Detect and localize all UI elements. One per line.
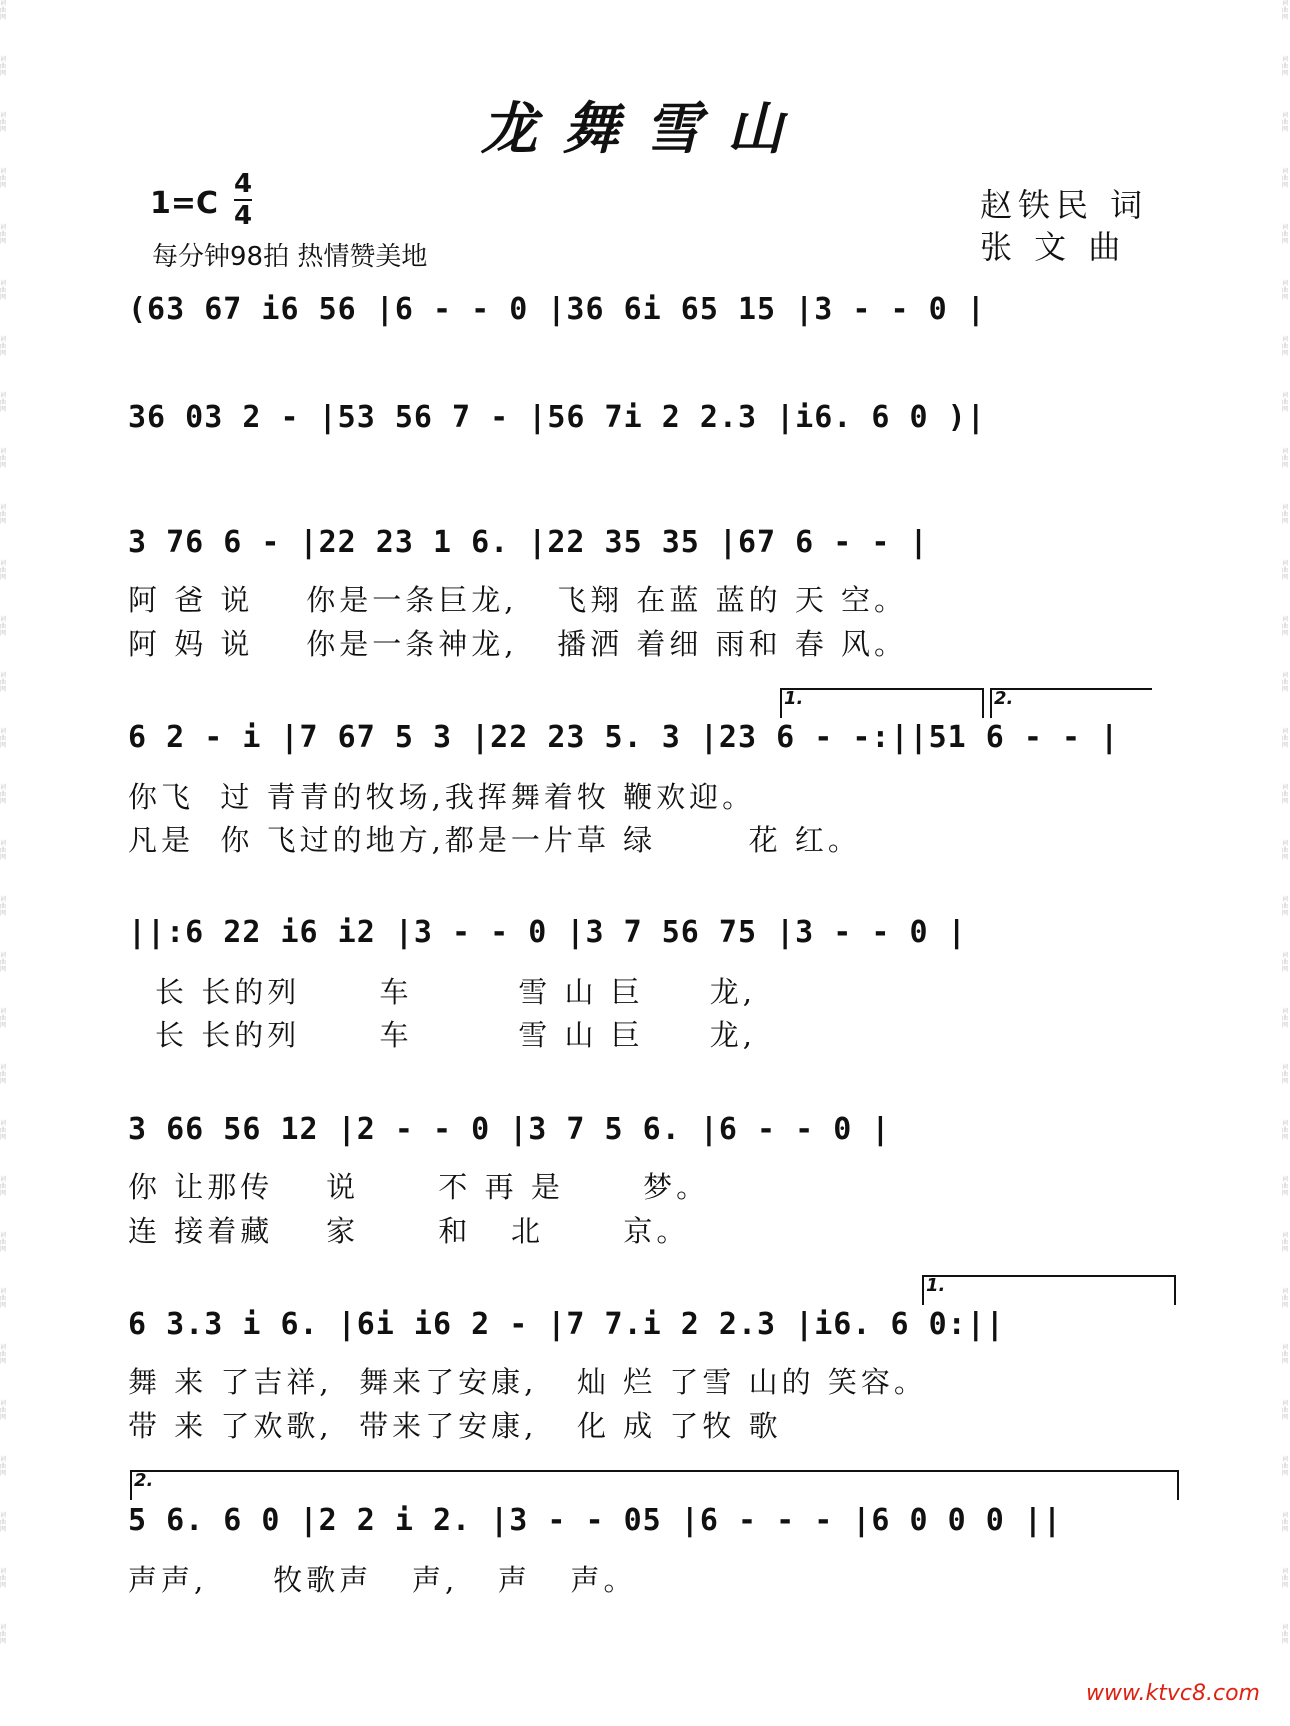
right-edge-watermark [1282,0,1290,1726]
edge-watermark-text: 词曲网 [0,112,7,133]
edge-watermark-text: 词曲网 [1282,1120,1289,1141]
edge-watermark-text: 词曲网 [0,448,7,469]
edge-watermark-text: 词曲网 [1282,224,1289,245]
second-ending-number: 2. [994,688,1014,709]
first-ending-bracket [922,1275,1176,1305]
edge-watermark-text: 词曲网 [1282,392,1289,413]
first-ending-number: 1. [926,1275,946,1296]
first-ending-number: 1. [784,688,804,709]
lyric-line: 长 长的列 车 雪 山 巨 龙, [155,1018,757,1052]
edge-watermark-text: 词曲网 [0,952,7,973]
notation-row: 3 76 6 - |22 23 1 6. |22 35 35 |67 6 - - | [128,525,929,560]
edge-watermark-text: 词曲网 [0,896,7,917]
lyric-line: 声声, 牧歌声 声, 声 声。 [128,1563,637,1597]
edge-watermark-text: 词曲网 [1282,504,1289,525]
time-signature-top: 4 [234,169,253,199]
song-title: 龙舞雪山 [481,96,809,162]
edge-watermark-text: 词曲网 [1282,728,1289,749]
composer-credit: 张 文 曲 [980,228,1127,266]
site-watermark: www.ktvc8.com [1085,1681,1260,1706]
edge-watermark-text: 词曲网 [0,1232,7,1253]
edge-watermark-text: 词曲网 [1282,1568,1289,1589]
edge-watermark-text: 词曲网 [1282,1064,1289,1085]
lyric-line: 舞 来 了吉祥, 舞来了安康, 灿 烂 了雪 山的 笑容。 [128,1365,927,1399]
edge-watermark-text: 词曲网 [0,672,7,693]
notation-row: (63 67 i6 56 |6 - - 0 |36 6i 65 15 |3 - - 0 | [128,292,986,327]
notation-row: 36 03 2 - |53 56 7 - |56 7i 2 2.3 |i6. 6 0 )| [128,400,986,435]
edge-watermark-text: 词曲网 [0,280,7,301]
edge-watermark-text: 词曲网 [1282,616,1289,637]
edge-watermark-text: 词曲网 [0,504,7,525]
key-signature: 1=C [150,186,219,221]
edge-watermark-text: 词曲网 [1282,1288,1289,1309]
edge-watermark-text: 词曲网 [1282,1624,1289,1645]
edge-watermark-text: 词曲网 [0,1176,7,1197]
second-ending-bracket [990,688,1152,718]
edge-watermark-text: 词曲网 [0,168,7,189]
edge-watermark-text: 词曲网 [0,560,7,581]
edge-watermark-text: 词曲网 [1282,1400,1289,1421]
lyric-line: 连 接着藏 家 和 北 京。 [128,1214,690,1248]
first-ending-bracket [780,688,984,718]
time-signature [234,170,252,230]
edge-watermark-text: 词曲网 [0,784,7,805]
edge-watermark-text: 词曲网 [0,1008,7,1029]
edge-watermark-text: 词曲网 [0,56,7,77]
edge-watermark-text: 词曲网 [1282,336,1289,357]
lyric-line: 你飞 过 青青的牧场,我挥舞着牧 鞭欢迎。 [128,780,756,814]
second-ending-bracket [130,1470,1179,1500]
edge-watermark-text: 词曲网 [0,1344,7,1365]
edge-watermark-text: 词曲网 [1282,1456,1289,1477]
notation-row: 6 2 - i |7 67 5 3 |22 23 5. 3 |23 6 - -:||51 6 - - | [128,720,1120,755]
edge-watermark-text: 词曲网 [1282,1344,1289,1365]
time-signature-bottom: 4 [234,201,253,231]
notation-row: ||:6 22 i6 i2 |3 - - 0 |3 7 56 75 |3 - - 0 | [128,915,967,950]
edge-watermark-text: 词曲网 [1282,168,1289,189]
lyric-line: 阿 妈 说 你是一条神龙, 播洒 着细 雨和 春 风。 [128,627,908,661]
edge-watermark-text: 词曲网 [1282,112,1289,133]
edge-watermark-text: 词曲网 [0,1288,7,1309]
edge-watermark-text: 词曲网 [1282,1176,1289,1197]
left-edge-watermark [0,0,8,1726]
edge-watermark-text: 词曲网 [1282,840,1289,861]
lyric-line: 你 让那传 说 不 再 是 梦。 [128,1170,710,1204]
edge-watermark-text: 词曲网 [0,224,7,245]
lyric-line: 凡是 你 飞过的地方,都是一片草 绿 花 红。 [128,823,861,857]
edge-watermark-text: 词曲网 [1282,56,1289,77]
tempo-marking: 每分钟98拍 热情赞美地 [152,242,428,272]
edge-watermark-text: 词曲网 [0,1064,7,1085]
edge-watermark-text: 词曲网 [1282,0,1289,21]
edge-watermark-text: 词曲网 [1282,1232,1289,1253]
lyric-line: 长 长的列 车 雪 山 巨 龙, [155,975,757,1009]
edge-watermark-text: 词曲网 [0,728,7,749]
edge-watermark-text: 词曲网 [1282,1008,1289,1029]
lyric-line: 阿 爸 说 你是一条巨龙, 飞翔 在蓝 蓝的 天 空。 [128,583,908,617]
edge-watermark-text: 词曲网 [0,1456,7,1477]
lyric-line: 带 来 了欢歌, 带来了安康, 化 成 了牧 歌 [128,1409,782,1443]
edge-watermark-text: 词曲网 [0,840,7,861]
edge-watermark-text: 词曲网 [1282,784,1289,805]
edge-watermark-text: 词曲网 [1282,896,1289,917]
edge-watermark-text: 词曲网 [0,392,7,413]
edge-watermark-text: 词曲网 [0,616,7,637]
edge-watermark-text: 词曲网 [0,1400,7,1421]
edge-watermark-text: 词曲网 [1282,952,1289,973]
edge-watermark-text: 词曲网 [1282,1512,1289,1533]
edge-watermark-text: 词曲网 [1282,672,1289,693]
edge-watermark-text: 词曲网 [0,1568,7,1589]
edge-watermark-text: 词曲网 [1282,560,1289,581]
edge-watermark-text: 词曲网 [0,1120,7,1141]
notation-row: 5 6. 6 0 |2 2 i 2. |3 - - 05 |6 - - - |6 0 0 0 || [128,1503,1063,1538]
notation-row: 3 66 56 12 |2 - - 0 |3 7 5 6. |6 - - 0 | [128,1112,891,1147]
edge-watermark-text: 词曲网 [0,336,7,357]
edge-watermark-text: 词曲网 [1282,280,1289,301]
lyricist-credit: 赵铁民 词 [980,186,1149,224]
edge-watermark-text: 词曲网 [0,0,7,21]
edge-watermark-text: 词曲网 [1282,448,1289,469]
second-ending-number: 2. [134,1470,154,1491]
notation-row: 6 3.3 i 6. |6i i6 2 - |7 7.i 2 2.3 |i6. 6 0:|| [128,1307,1005,1342]
edge-watermark-text: 词曲网 [0,1512,7,1533]
edge-watermark-text: 词曲网 [0,1624,7,1645]
